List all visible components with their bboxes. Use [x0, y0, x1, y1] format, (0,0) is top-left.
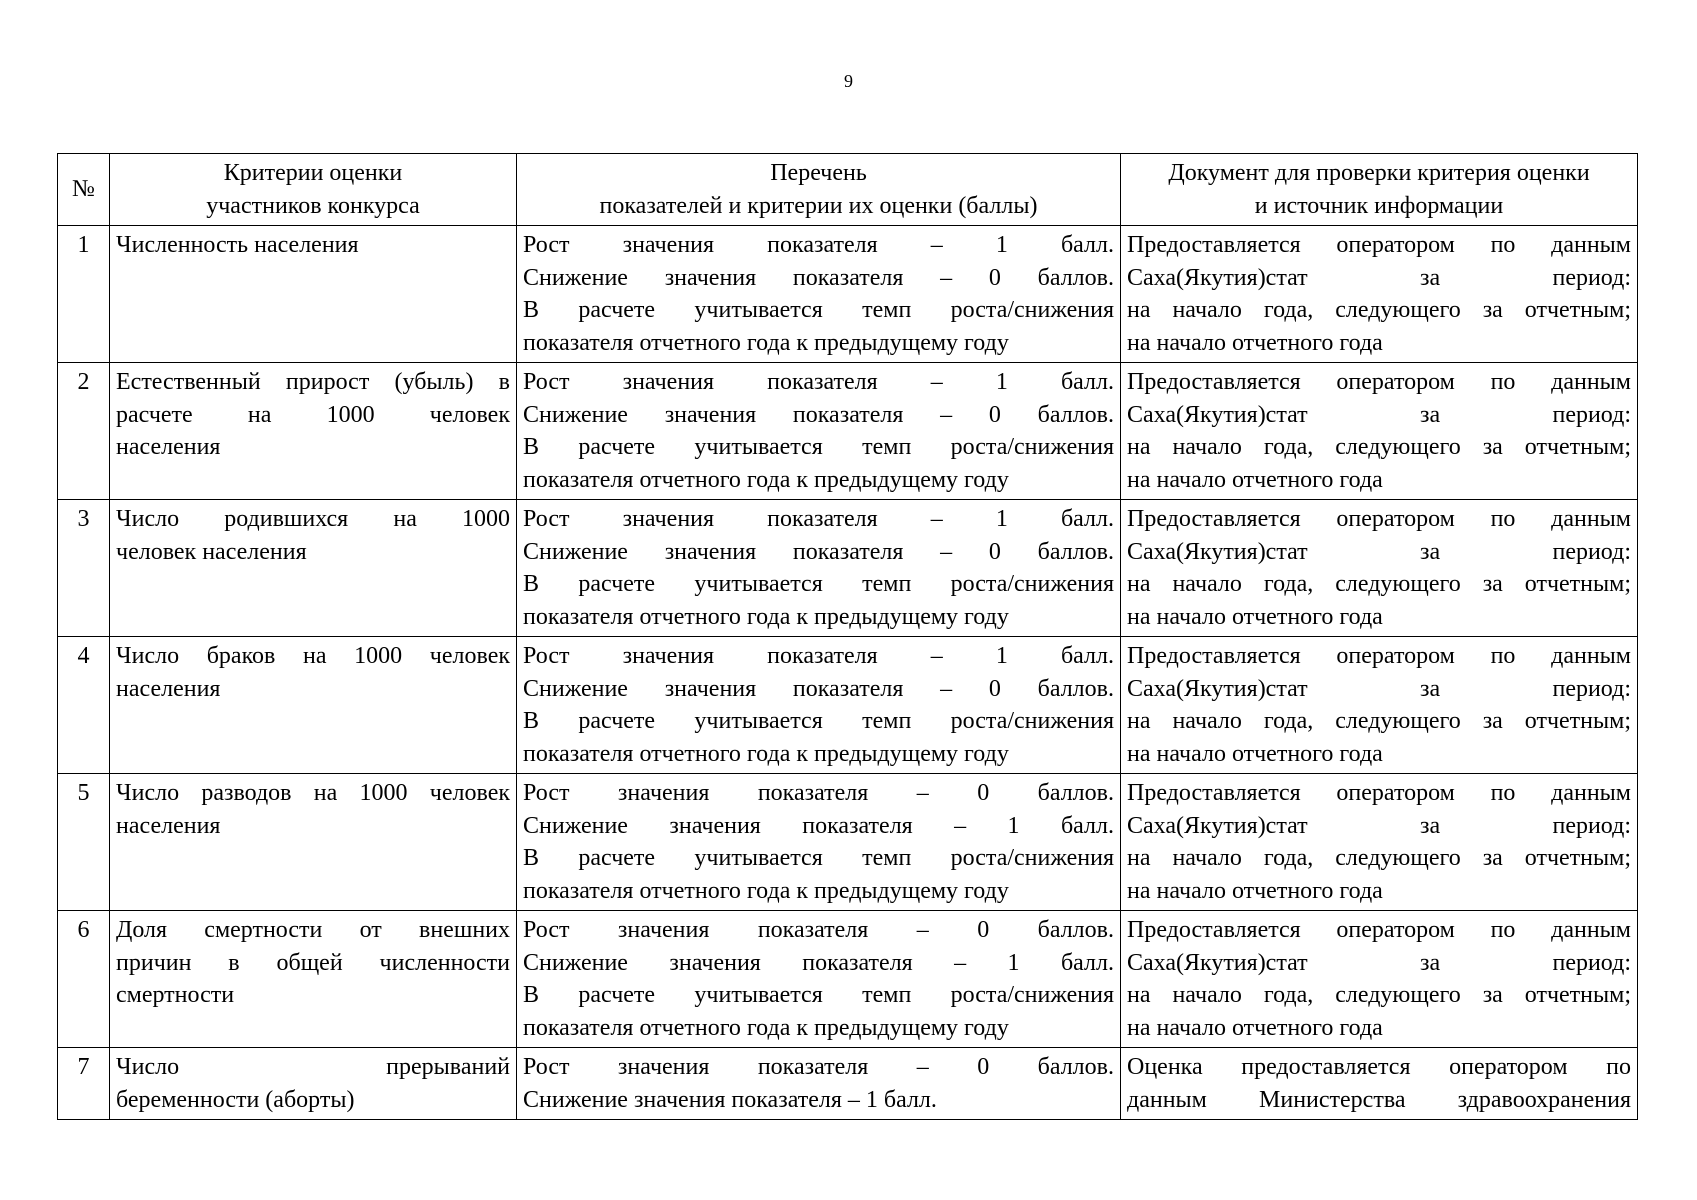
document-cell-line: на начало отчетного года [1127, 329, 1383, 356]
row-number: 2 [58, 363, 110, 500]
criteria-cell-line: человек населения [116, 538, 307, 565]
criteria-table [57, 153, 1638, 1120]
document-cell-line: Предоставляется оператором по данным [1127, 232, 1631, 258]
indicators-cell-line: Снижение значения показателя – 1 балл. [523, 1086, 937, 1113]
indicators-cell-line: Снижение значения показателя – 1 балл. [523, 949, 1114, 976]
criteria-cell [110, 500, 517, 637]
document-cell [1121, 911, 1638, 1048]
indicators-cell-line: показателя отчетного года к предыдущему году [523, 329, 1009, 356]
document-cell-line: на начало года, следующего за отчетным; [1127, 571, 1631, 597]
header-indicators-line: показателей и критерии их оценки (баллы) [599, 192, 1038, 219]
document-cell-line: на начало отчетного года [1127, 466, 1383, 493]
criteria-cell [110, 226, 517, 363]
indicators-cell-line: Снижение значения показателя – 0 баллов. [523, 401, 1114, 428]
header-document-line: Документ для проверки критерия оценки [1168, 160, 1590, 186]
header-indicators [517, 154, 1121, 226]
document-cell-line: на начало отчетного года [1127, 1014, 1383, 1041]
indicators-cell-line: В расчете учитывается темп роста/снижения [523, 845, 1114, 871]
document-cell-line: Предоставляется оператором по данным [1127, 369, 1631, 395]
criteria-cell-line: Численность населения [116, 232, 359, 258]
indicators-cell [517, 226, 1121, 363]
indicators-cell-line: показателя отчетного года к предыдущему году [523, 1014, 1009, 1041]
document-cell-line: Саха(Якутия)стат за период: [1127, 538, 1631, 565]
criteria-cell-line: Число браков на 1000 человек [116, 643, 510, 669]
criteria-cell-line: населения [116, 675, 221, 702]
indicators-cell [517, 637, 1121, 774]
indicators-cell-line: В расчете учитывается темп роста/снижения [523, 571, 1114, 597]
indicators-cell-line: Рост значения показателя – 0 баллов. [523, 1054, 1114, 1080]
header-criteria-line: Критерии оценки [223, 160, 403, 186]
table-row [58, 911, 1638, 1048]
indicators-cell-line: показателя отчетного года к предыдущему году [523, 466, 1009, 493]
header-number: № [58, 154, 110, 226]
document-cell-line: на начало года, следующего за отчетным; [1127, 297, 1631, 323]
document-cell [1121, 226, 1638, 363]
indicators-cell-line: Снижение значения показателя – 0 баллов. [523, 264, 1114, 291]
criteria-cell-line: Доля смертности от внешних [116, 917, 510, 943]
indicators-cell-line: Снижение значения показателя – 1 балл. [523, 812, 1114, 839]
criteria-cell-line: населения [116, 812, 221, 839]
indicators-cell [517, 363, 1121, 500]
row-number: 7 [58, 1048, 110, 1120]
document-cell-line: Предоставляется оператором по данным [1127, 780, 1631, 806]
table-row [58, 774, 1638, 911]
document-cell-line: на начало года, следующего за отчетным; [1127, 982, 1631, 1008]
document-cell [1121, 637, 1638, 774]
criteria-cell [110, 1048, 517, 1120]
indicators-cell-line: показателя отчетного года к предыдущему году [523, 740, 1009, 767]
document-cell-line: Предоставляется оператором по данным [1127, 506, 1631, 532]
criteria-cell-line: расчете на 1000 человек [116, 401, 510, 428]
criteria-cell [110, 637, 517, 774]
table-row [58, 1048, 1638, 1120]
row-number: 3 [58, 500, 110, 637]
document-cell [1121, 1048, 1638, 1120]
header-indicators-line: Перечень [770, 160, 867, 186]
criteria-cell-line: Естественный прирост (убыль) в [116, 369, 510, 395]
table-header-row [58, 154, 1638, 226]
document-cell-line: Саха(Якутия)стат за период: [1127, 812, 1631, 839]
header-document [1121, 154, 1638, 226]
document-cell-line: Саха(Якутия)стат за период: [1127, 949, 1631, 976]
table-row [58, 637, 1638, 774]
indicators-cell-line: В расчете учитывается темп роста/снижения [523, 708, 1114, 734]
document-cell-line: Саха(Якутия)стат за период: [1127, 401, 1631, 428]
criteria-cell [110, 774, 517, 911]
indicators-cell-line: Рост значения показателя – 1 балл. [523, 369, 1114, 395]
document-cell-line: на начало отчетного года [1127, 740, 1383, 767]
document-cell-line: Предоставляется оператором по данным [1127, 643, 1631, 669]
header-document-line: и источник информации [1254, 192, 1504, 219]
document-cell-line: на начало года, следующего за отчетным; [1127, 434, 1631, 460]
table-row [58, 226, 1638, 363]
indicators-cell [517, 911, 1121, 1048]
header-criteria-line: участников конкурса [206, 192, 420, 219]
page-number: 9 [844, 71, 853, 91]
criteria-cell [110, 363, 517, 500]
document-cell-line: на начало отчетного года [1127, 603, 1383, 630]
indicators-cell-line: Рост значения показателя – 0 баллов. [523, 780, 1114, 806]
indicators-cell-line: Рост значения показателя – 1 балл. [523, 506, 1114, 532]
criteria-cell-line: смертности [116, 982, 235, 1008]
document-cell [1121, 500, 1638, 637]
criteria-cell-line: Число разводов на 1000 человек [116, 780, 510, 806]
indicators-cell [517, 774, 1121, 911]
criteria-cell-line: причин в общей численности [116, 949, 510, 976]
indicators-cell-line: В расчете учитывается темп роста/снижения [523, 434, 1114, 460]
indicators-cell-line: В расчете учитывается темп роста/снижения [523, 297, 1114, 323]
indicators-cell [517, 1048, 1121, 1120]
criteria-cell-line: беременности (аборты) [116, 1086, 355, 1113]
document-cell-line: на начало года, следующего за отчетным; [1127, 708, 1631, 734]
document-cell-line: на начало года, следующего за отчетным; [1127, 845, 1631, 871]
criteria-cell-line: Число прерываний [116, 1054, 510, 1080]
document-cell-line: Саха(Якутия)стат за период: [1127, 264, 1631, 291]
criteria-cell-line: Число родившихся на 1000 [116, 506, 510, 532]
indicators-cell [517, 500, 1121, 637]
document-cell-line: Саха(Якутия)стат за период: [1127, 675, 1631, 702]
document-cell [1121, 363, 1638, 500]
row-number: 5 [58, 774, 110, 911]
table-row [58, 363, 1638, 500]
indicators-cell-line: показателя отчетного года к предыдущему году [523, 603, 1009, 630]
indicators-cell-line: Рост значения показателя – 0 баллов. [523, 917, 1114, 943]
indicators-cell-line: Рост значения показателя – 1 балл. [523, 232, 1114, 258]
criteria-cell [110, 911, 517, 1048]
indicators-cell-line: В расчете учитывается темп роста/снижения [523, 982, 1114, 1008]
document-cell [1121, 774, 1638, 911]
indicators-cell-line: показателя отчетного года к предыдущему году [523, 877, 1009, 904]
document-cell-line: Предоставляется оператором по данным [1127, 917, 1631, 943]
header-criteria [110, 154, 517, 226]
row-number: 1 [58, 226, 110, 363]
document-cell-line: Оценка предоставляется оператором по [1127, 1054, 1631, 1080]
indicators-cell-line: Рост значения показателя – 1 балл. [523, 643, 1114, 669]
indicators-cell-line: Снижение значения показателя – 0 баллов. [523, 538, 1114, 565]
row-number: 4 [58, 637, 110, 774]
criteria-cell-line: населения [116, 434, 221, 460]
document-cell-line: данным Министерства здравоохранения [1127, 1086, 1631, 1113]
table-body [58, 226, 1638, 1120]
indicators-cell-line: Снижение значения показателя – 0 баллов. [523, 675, 1114, 702]
row-number: 6 [58, 911, 110, 1048]
document-cell-line: на начало отчетного года [1127, 877, 1383, 904]
table-row [58, 500, 1638, 637]
